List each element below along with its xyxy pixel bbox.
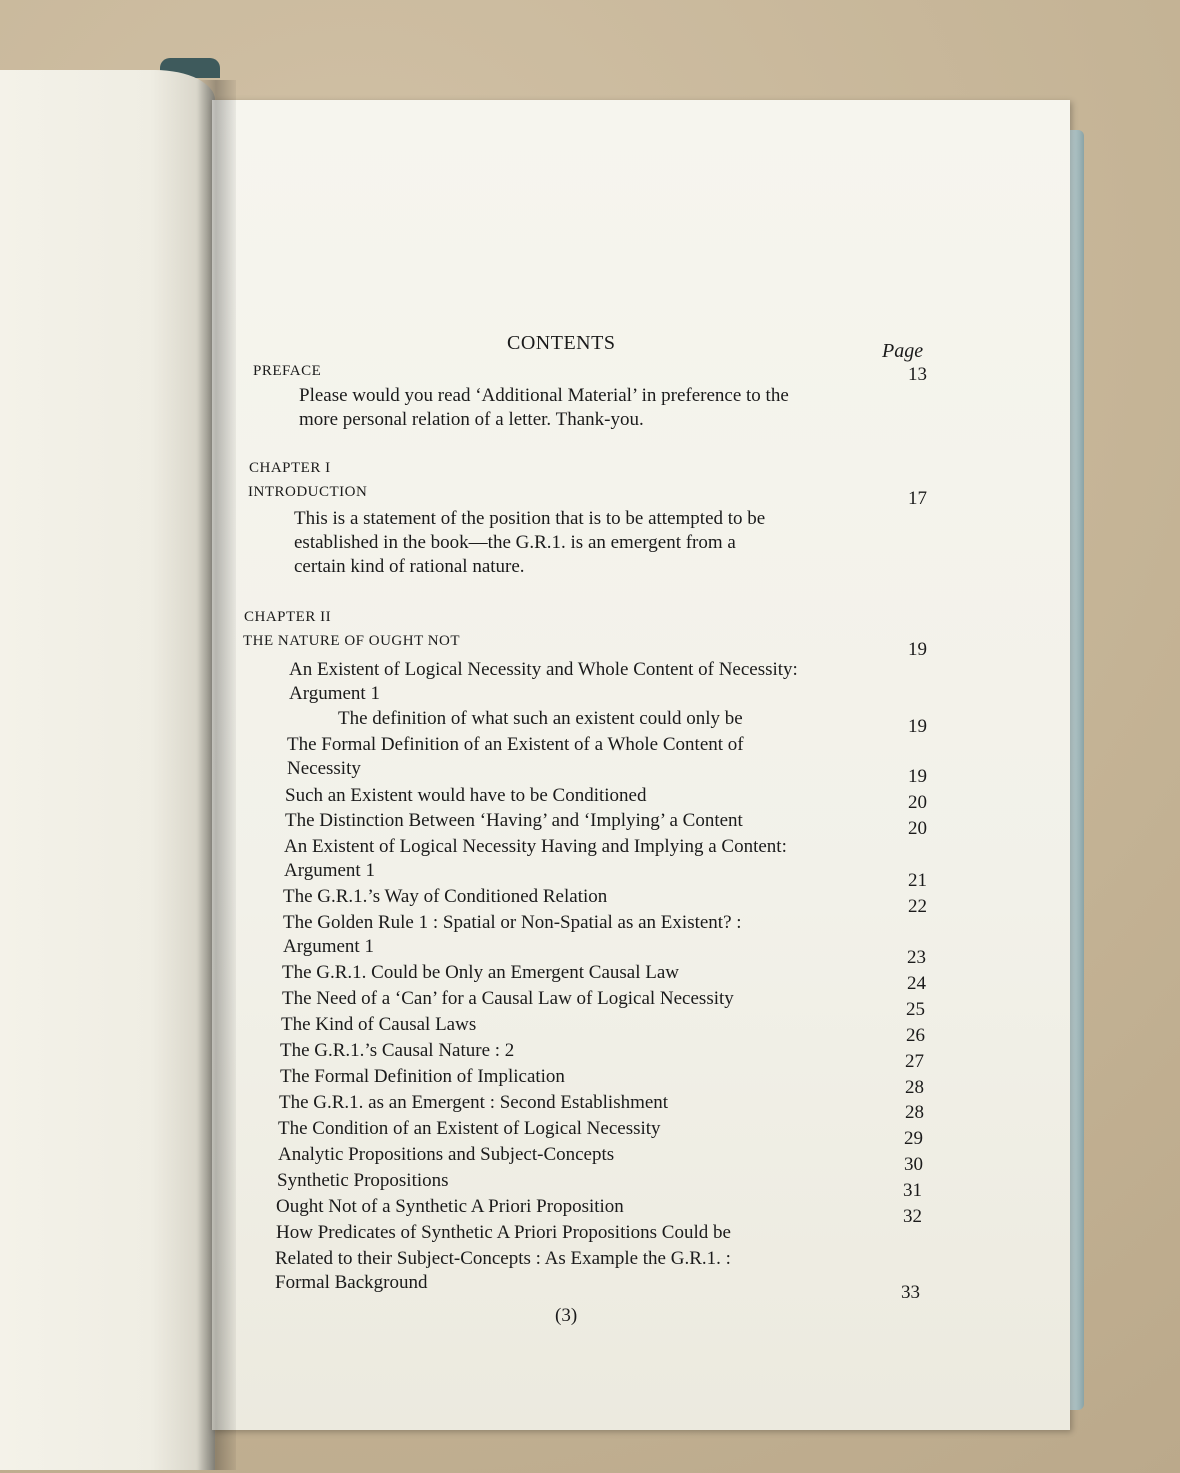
toc-entry-text: Argument 1	[289, 683, 380, 704]
preface-page: 13	[908, 364, 927, 385]
toc-entry-page: 25	[906, 999, 925, 1020]
chapter2-label: CHAPTER II	[244, 609, 332, 625]
toc-entry-page: 30	[904, 1154, 923, 1175]
toc-entry-page: 31	[903, 1180, 922, 1201]
chapter1-label: CHAPTER I	[249, 460, 331, 476]
toc-entry-text: The Formal Definition of Implication	[280, 1066, 565, 1087]
toc-entry-text: The G.R.1.’s Way of Conditioned Relation	[283, 886, 608, 907]
toc-entry-page: 33	[901, 1282, 920, 1303]
right-page	[212, 100, 1070, 1430]
toc-entry-text: The Kind of Causal Laws	[281, 1014, 477, 1035]
toc-entry-page: 26	[906, 1025, 925, 1046]
toc-entry-text: Ought Not of a Synthetic A Priori Proposition	[276, 1196, 624, 1217]
toc-entry-text: Synthetic Propositions	[277, 1170, 449, 1191]
toc-entry-text: Formal Background	[275, 1272, 428, 1293]
toc-entry-page: 20	[908, 818, 927, 839]
toc-entry-text: The Golden Rule 1 : Spatial or Non-Spatial as an Existent? :	[283, 912, 742, 933]
toc-entry-page: 24	[907, 973, 926, 994]
chapter1-page: 17	[908, 488, 927, 509]
spine-shadow	[196, 80, 236, 1470]
chapter1-text-line2: established in the book—the G.R.1. is an emergent from a	[294, 532, 736, 553]
chapter2-page: 19	[908, 639, 927, 660]
toc-entry-page: 22	[908, 896, 927, 917]
chapter1-text-line3: certain kind of rational nature.	[294, 556, 525, 577]
toc-entry-page: 19	[908, 766, 927, 787]
toc-entry-text: An Existent of Logical Necessity Having and Implying a Content:	[284, 836, 787, 857]
table-of-contents	[212, 100, 1070, 1430]
toc-entry-text: How Predicates of Synthetic A Priori Propositions Could be	[276, 1222, 731, 1243]
toc-entry-text: The G.R.1. Could be Only an Emergent Causal Law	[282, 962, 679, 983]
toc-entry-page: 20	[908, 792, 927, 813]
toc-entry-page: 28	[905, 1077, 924, 1098]
toc-entry-text: The G.R.1. as an Emergent : Second Establishment	[279, 1092, 669, 1113]
toc-entry-page: 28	[905, 1102, 924, 1123]
page-number-footer: (3)	[555, 1305, 578, 1326]
toc-entry-text: The Need of a ‘Can’ for a Causal Law of Logical Necessity	[282, 988, 734, 1009]
chapter1-title: INTRODUCTION	[248, 484, 368, 500]
chapter2-title: THE NATURE OF OUGHT NOT	[243, 633, 461, 649]
toc-entry-text: Related to their Subject-Concepts : As Example the G.R.1. :	[275, 1248, 731, 1269]
toc-entry-page: 21	[908, 870, 927, 891]
toc-entry-text: Argument 1	[284, 860, 375, 881]
toc-entry-text: The definition of what such an existent could only be	[338, 708, 743, 729]
toc-entry-text: Such an Existent would have to be Conditioned	[285, 785, 647, 806]
preface-label: PREFACE	[253, 363, 322, 379]
toc-entry-text: The Condition of an Existent of Logical Necessity	[278, 1118, 661, 1139]
toc-entry-text: The Formal Definition of an Existent of a Whole Content of	[287, 734, 744, 755]
toc-entry-text: Necessity	[287, 758, 361, 779]
toc-entry-text: Analytic Propositions and Subject-Concepts	[278, 1144, 615, 1165]
toc-entry-text: An Existent of Logical Necessity and Whole Content of Necessity:	[289, 659, 798, 680]
toc-entry-page: 19	[908, 716, 927, 737]
toc-entry-text: Argument 1	[283, 936, 374, 957]
chapter1-text-line1: This is a statement of the position that is to be attempted to be	[294, 508, 766, 529]
toc-entry-text: The Distinction Between ‘Having’ and ‘Implying’ a Content	[285, 810, 743, 831]
toc-entry-page: 23	[907, 947, 926, 968]
contents-title: CONTENTS	[507, 332, 616, 354]
left-page	[0, 70, 215, 1470]
toc-entry-text: The G.R.1.’s Causal Nature : 2	[280, 1040, 515, 1061]
preface-text-line1: Please would you read ‘Additional Material’ in preference to the	[299, 385, 789, 406]
preface-text-line2: more personal relation of a letter. Thank-you.	[299, 409, 644, 430]
page-column-label: Page	[882, 340, 924, 362]
toc-entry-page: 27	[905, 1051, 924, 1072]
toc-entry-page: 29	[904, 1128, 923, 1149]
toc-entry-page: 32	[903, 1206, 922, 1227]
